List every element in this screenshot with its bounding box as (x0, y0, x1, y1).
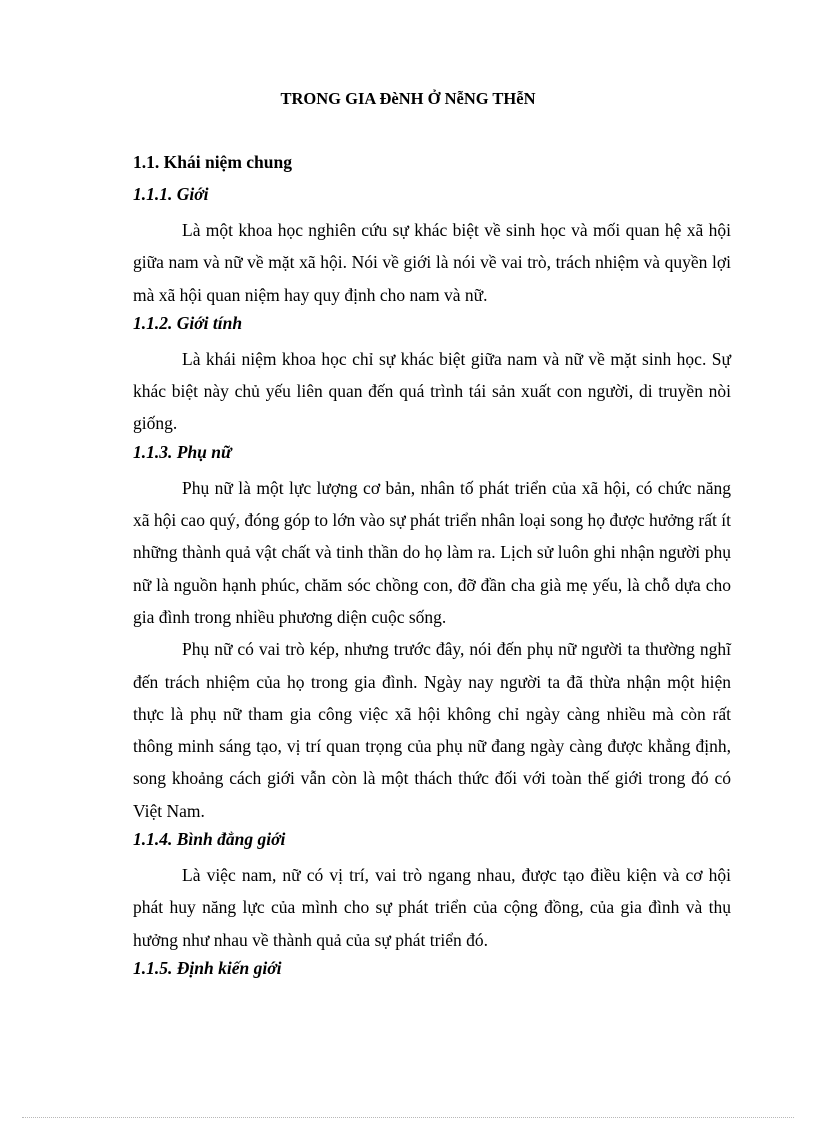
document-body (133, 150, 731, 988)
paragraph-gioi-tinh: Là khái niệm khoa học chỉ sự khác biệt giữa nam và nữ về mặt sinh học. Sự khác biệt này chủ yếu liên quan đến quá trình tái sản xuất con người, di truyền nòi giống. (133, 348, 731, 434)
subheading-1-1-5: 1.1.5. Định kiến giới (133, 957, 282, 978)
paragraph-phu-nu-2: Phụ nữ có vai trò kép, nhưng trước đây, nói đến phụ nữ người ta thường nghĩ đến trách nhiệm của họ trong gia đình. Ngày nay người ta đã thừa nhận một hiện thực là phụ nữ tham gia công việc xã hội không chỉ ngày càng nhiều mà còn rất thông minh sáng tạo, vị trí quan trọng của phụ nữ đang ngày càng được khẳng định, song khoảng cách giới vẫn còn là một thách thức đối với toàn thế giới trong đó có Việt Nam. (133, 639, 731, 821)
subheading-1-1-1: 1.1.1. Giới (133, 184, 209, 204)
subheading-1-1-4: 1.1.4. Bình đẳng giới (133, 829, 286, 850)
section-heading-1-1: 1.1. Khái niệm chung (133, 152, 292, 172)
paragraph-phu-nu-1: Phụ nữ là một lực lượng cơ bản, nhân tố phát triển của xã hội, có chức năng xã hội cao quý, đóng góp to lớn vào sự phát triển nhân loại song họ được hưởng rất ít những thành quả vật chất và tinh thần do họ làm ra. Lịch sử luôn ghi nhận người phụ nữ là nguồn hạnh phúc, chăm sóc chồng con, đỡ đần cha già mẹ yếu, là chỗ dựa cho gia đình trong nhiều phương diện cuộc sống. (133, 477, 731, 627)
paragraph-gioi: Là một khoa học nghiên cứu sự khác biệt về sinh học và mối quan hệ xã hội giữa nam và nữ về mặt xã hội. Nói về giới là nói về vai trò, trách nhiệm và quyền lợi mà xã hội quan niệm hay quy định cho nam và nữ. (133, 220, 731, 305)
subheading-1-1-2: 1.1.2. Giới tính (133, 312, 243, 333)
page-bottom-divider (22, 1117, 794, 1118)
paragraph-binh-dang-gioi: Là việc nam, nữ có vị trí, vai trò ngang nhau, được tạo điều kiện và cơ hội phát huy năng lực của mình cho sự phát triển của cộng đồng, của gia đình và thụ hưởng như nhau về thành quả của sự phát triển đó. (133, 865, 731, 950)
subheading-1-1-3: 1.1.3. Phụ nữ (133, 441, 232, 462)
document-title: TRONG GIA ĐèNH Ở NễNG THễN (280, 89, 536, 108)
